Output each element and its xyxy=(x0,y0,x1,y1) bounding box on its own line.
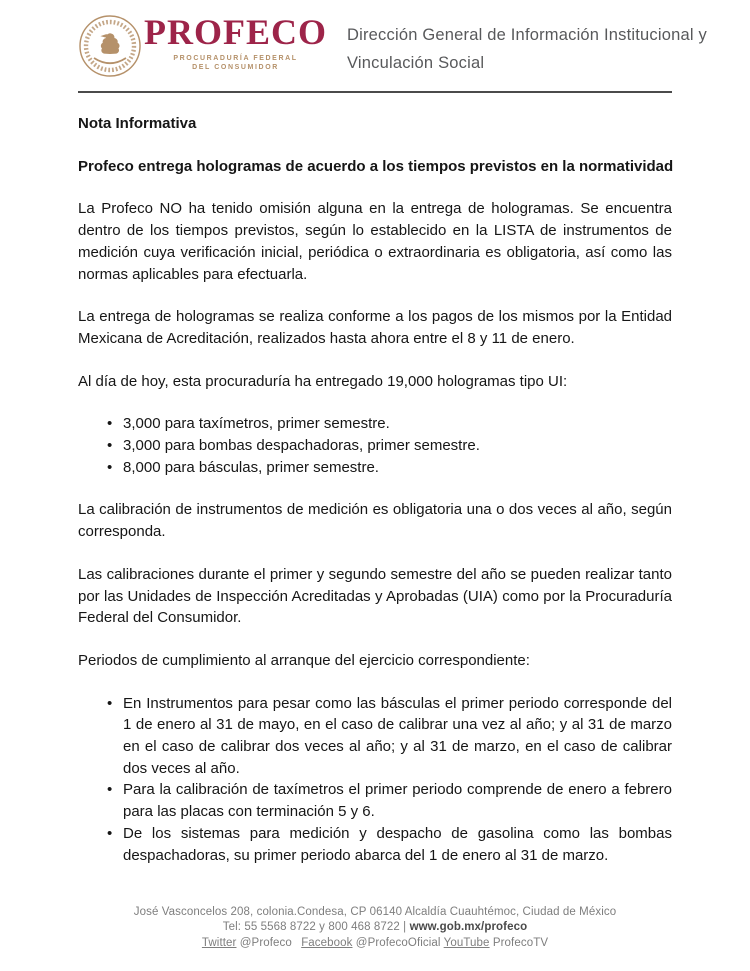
list-item: • Para la calibración de taxímetros el primer periodo comprende de enero a febrero para las placas con terminación 5 y 6. xyxy=(105,779,672,822)
note-kicker: Nota Informativa xyxy=(78,115,197,132)
note-title: Profeco entrega hologramas de acuerdo a los tiempos previstos en la normatividad xyxy=(78,157,674,175)
paragraph-4: La calibración de instrumentos de medición es obligatoria una o dos veces al año, según corresponda. xyxy=(78,501,672,541)
department-line-1: Dirección General de Información Institucional y xyxy=(347,26,707,44)
profeco-wordmark: PROFECO xyxy=(144,12,327,52)
list-item: • 3,000 para bombas despachadoras, primer semestre. xyxy=(105,435,672,457)
footer-contact xyxy=(0,920,750,936)
paragraph-2: La entrega de hologramas se realiza conforme a los pagos de los mismos por la Entidad Mexicana de Acreditación, realizados hasta ahora entre el 8 y 11 de enero. xyxy=(78,308,672,347)
header-divider xyxy=(78,91,672,93)
holograms-list xyxy=(105,413,672,478)
footer-address: José Vasconcelos 208, colonia.Condesa, CP 06140 Alcaldía Cuauhtémoc, Ciudad de México xyxy=(133,905,617,918)
document-body xyxy=(78,113,672,866)
list-item: • De los sistemas para medición y despacho de gasolina como las bombas despachadoras, su primer periodo abarca del 1 de enero al 31 de marzo. xyxy=(105,823,672,866)
brand-text xyxy=(144,12,327,72)
profeco-logo xyxy=(78,12,327,78)
tagline-line-1: PROCURADURÍA FEDERAL xyxy=(173,55,298,62)
letterhead xyxy=(78,12,707,78)
youtube-link[interactable]: YouTube xyxy=(443,936,490,949)
page-footer xyxy=(0,905,750,952)
paragraph-1: La Profeco NO ha tenido omisión alguna en la entrega de hologramas. Se encuentra dentro de los tiempos previstos, según lo establecido en la LISTA de instrumentos de medición cuya verificación inicial, periódica o extraordinaria es obligatoria, así como las normas aplicables para efectuarla. xyxy=(78,200,672,283)
twitter-handle: @Profeco xyxy=(239,936,292,949)
footer-website: www.gob.mx/profeco xyxy=(409,921,528,933)
footer-phone: Tel: 55 5568 8722 y 800 468 8722 | xyxy=(222,921,407,933)
list-item: • 3,000 para taxímetros, primer semestre. xyxy=(105,413,672,435)
department-line-2: Vinculación Social xyxy=(347,54,485,72)
youtube-handle: ProfecoTV xyxy=(492,936,549,949)
paragraph-3: Al día de hoy, esta procuraduría ha entregado 19,000 hologramas tipo UI: xyxy=(78,372,568,390)
facebook-handle: @ProfecoOficial xyxy=(355,936,441,949)
paragraph-6: Periodos de cumplimiento al arranque del ejercicio correspondiente: xyxy=(78,651,530,669)
list-item: • 8,000 para básculas, primer semestre. xyxy=(105,457,672,479)
brand-tagline xyxy=(173,54,297,72)
paragraph-5: Las calibraciones durante el primer y segundo semestre del año se pueden realizar tanto por las Unidades de Inspección Acreditadas y Aprobadas (UIA) como por la Procuraduría Federal del Consumidor. xyxy=(78,565,672,627)
department-title xyxy=(347,12,707,77)
mexican-eagle-seal-icon xyxy=(78,14,142,78)
list-item: • En Instrumentos para pesar como las básculas el primer periodo corresponde del 1 de enero al 31 de mayo, en el caso de calibrar una vez al año; y al 31 de marzo en el caso de calibrar dos veces al año; y al 31 de marzo, en el caso de calibrar dos veces al año. xyxy=(105,693,672,780)
tagline-line-2: DEL CONSUMIDOR xyxy=(192,64,279,71)
facebook-link[interactable]: Facebook xyxy=(301,936,353,949)
compliance-periods-list xyxy=(105,693,672,867)
footer-social xyxy=(0,936,750,952)
twitter-link[interactable]: Twitter xyxy=(201,936,237,949)
